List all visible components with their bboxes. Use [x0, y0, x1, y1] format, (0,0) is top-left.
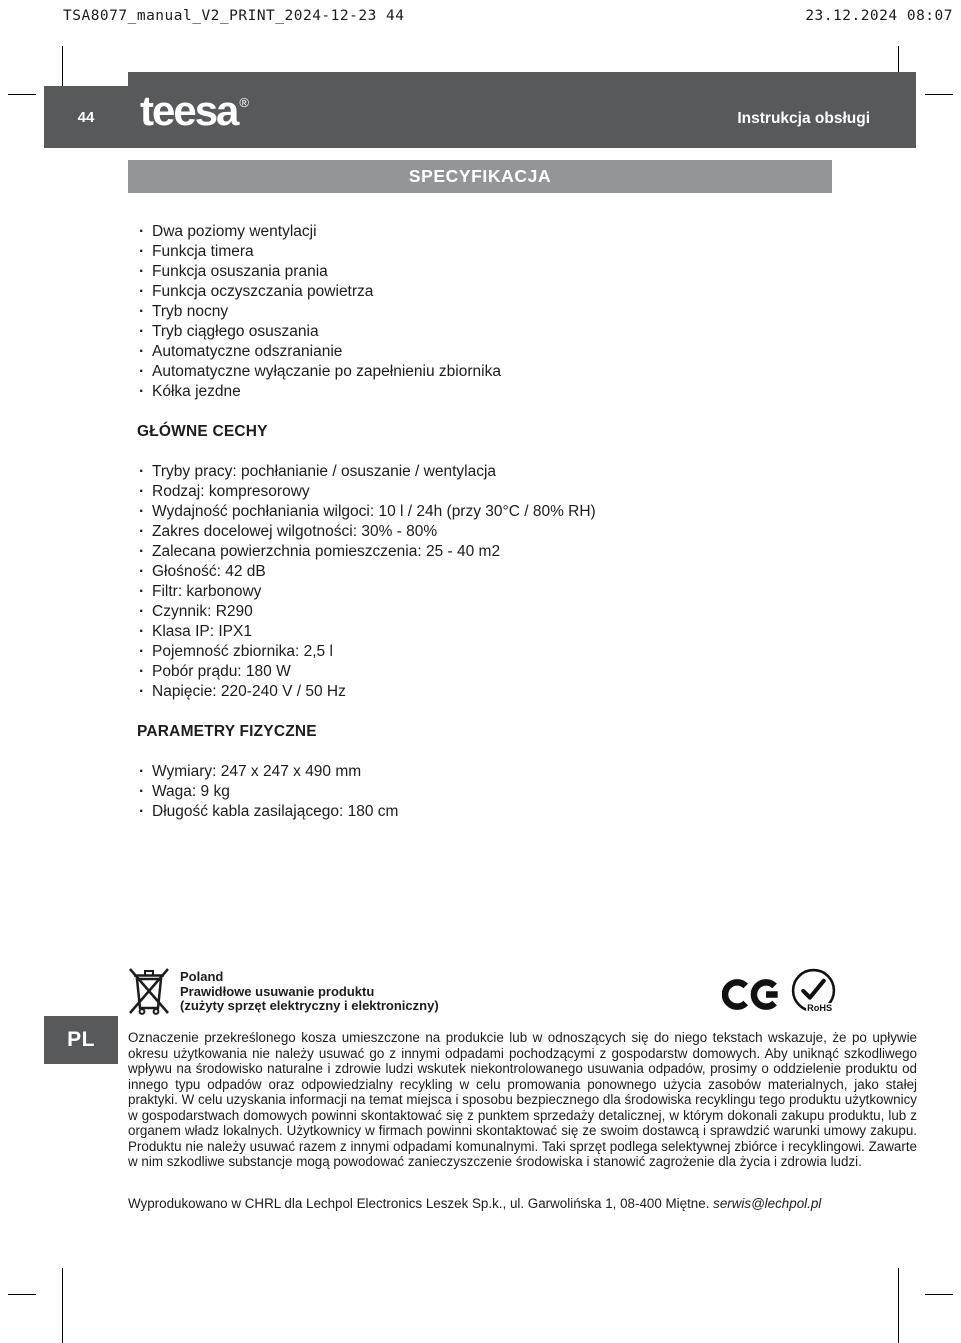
- list-item-text: Waga: 9 kg: [152, 783, 230, 800]
- weee-bin-icon: [128, 966, 170, 1016]
- list-item: [137, 642, 877, 662]
- list-item-text: Pojemność zbiornika: 2,5 l: [152, 643, 333, 660]
- print-header-filename: TSA8077_manual_V2_PRINT_2024-12-23 44: [63, 8, 405, 24]
- list-item-text: Automatyczne odszranianie: [152, 343, 343, 360]
- page-number-badge: [44, 86, 128, 148]
- list-item: [137, 242, 877, 262]
- section-heading-physical-params: PARAMETRY FIZYCZNE: [137, 723, 317, 740]
- list-item-text: Napięcie: 220-240 V / 50 Hz: [152, 683, 346, 700]
- list-item: [137, 682, 877, 702]
- list-item-text: Głośność: 42 dB: [152, 563, 266, 580]
- physical-params-list: [137, 762, 877, 822]
- section-banner: SPECYFIKACJA: [128, 160, 832, 193]
- list-item: [137, 542, 877, 562]
- list-item: [137, 522, 877, 542]
- list-item: [137, 802, 877, 822]
- list-item-text: Długość kabla zasilającego: 180 cm: [152, 803, 399, 820]
- crop-mark-top-left-v: [62, 46, 63, 88]
- list-item: [137, 362, 877, 382]
- list-item-text: Wydajność pochłaniania wilgoci: 10 l / 24h (przy 30°C / 80% RH): [152, 503, 596, 520]
- disposal-country: Poland: [180, 969, 224, 984]
- pl-language-badge: [44, 1016, 118, 1064]
- list-item: [137, 762, 877, 782]
- list-item-text: Pobór prądu: 180 W: [152, 663, 291, 680]
- service-email: serwis@lechpol.pl: [713, 1196, 822, 1211]
- list-item: [137, 222, 877, 242]
- list-item: [137, 462, 877, 482]
- list-item: [137, 622, 877, 642]
- section-heading-main-features: GŁÓWNE CECHY: [137, 423, 268, 440]
- list-item-text: Tryb nocny: [152, 303, 229, 320]
- features-list: [137, 222, 877, 402]
- rohs-label: RoHS: [807, 1002, 833, 1013]
- list-item-text: Zakres docelowej wilgotności: 30% - 80%: [152, 523, 438, 540]
- header-title: Instrukcja obsługi: [737, 110, 870, 127]
- teesa-logo: [140, 87, 250, 134]
- list-item-text: Tryby pracy: pochłanianie / osuszanie / wentylacja: [152, 463, 497, 480]
- header-bar: [128, 72, 916, 148]
- list-item-text: Rodzaj: kompresorowy: [152, 483, 310, 500]
- crop-mark-bottom-left-h: [8, 1294, 36, 1295]
- list-item-text: Klasa IP: IPX1: [152, 623, 252, 640]
- disposal-subtitle: (zużyty sprzęt elektryczny i elektroniczny): [180, 998, 439, 1014]
- list-item-text: Kółka jezdne: [152, 383, 241, 400]
- list-item-text: Czynnik: R290: [152, 603, 253, 620]
- list-item: [137, 562, 877, 582]
- list-item: [137, 602, 877, 622]
- registered-trademark-mark: ®: [239, 95, 250, 110]
- manufacturer-text: Wyprodukowano w CHRL dla Lechpol Electronics Leszek Sp.k., ul. Garwolińska 1, 08-400 Miętne.: [128, 1196, 714, 1211]
- list-item: [137, 382, 877, 402]
- disposal-title: Prawidłowe usuwanie produktu: [180, 983, 375, 999]
- list-item-text: Wymiary: 247 x 247 x 490 mm: [152, 763, 362, 780]
- list-item: [137, 782, 877, 802]
- list-item-text: Filtr: karbonowy: [152, 583, 262, 600]
- crop-mark-top-left-h: [8, 94, 36, 95]
- manufacturer-line: [128, 1196, 917, 1211]
- list-item-text: Zalecana powierzchnia pomieszczenia: 25 - 40 m2: [152, 543, 501, 560]
- crop-mark-top-right-h: [925, 94, 953, 95]
- crop-mark-bottom-right-v: [898, 1268, 899, 1343]
- list-item: [137, 322, 877, 342]
- list-item: [137, 582, 877, 602]
- list-item: [137, 502, 877, 522]
- ce-mark-icon: [722, 974, 784, 1015]
- list-item-text: Dwa poziomy wentylacji: [152, 223, 317, 240]
- list-item: [137, 342, 877, 362]
- disposal-body-text: Oznaczenie przekreślonego kosza umieszczone na produkcie lub w odnoszących się do niego tekstach wskazuje, że po upływie okresu użytkowania nie należy usuwać go z innymi odpadami pochodzącymi z gospodarstw domowych. Aby uniknąć szkodliwego wpływu na środowisko naturalne i zdrowie ludzi wskutek niekontrolowanego usuwania odpadów, prosimy o oddzielenie produktu od innego typu odpadów oraz odpowiedzialny recykling w celu promowania ponownego użycia zasobów materialnych, jako stałej praktyki. W celu uzyskania informacji na temat miejsca i sposobu bezpiecznego dla środowiska recyklingu tego produktu użytkownicy w gospodarstwach domowych powinni skontaktować się z punktem sprzedaży detalicznej, w którym dokonali zakupu produktu, lub z organem władz lokalnych. Użytkownicy w firmach powinni skontaktować się ze swoim dostawcą i sprawdzić warunki umowy zakupu. Produktu nie należy usuwać razem z innymi odpadami komunalnymi. Taki sprzęt podlega selektywnej zbiórce i recyklingowi. Zawarte w nim szkodliwe substancje mogą powodować zanieczyszczenie środowiska i stanowić zagrożenie dla życia i zdrowia ludzi.: [128, 1030, 917, 1169]
- main-features-list: [137, 462, 877, 702]
- pl-label: PL: [67, 1028, 95, 1051]
- list-item-text: Automatyczne wyłączanie po zapełnieniu zbiornika: [152, 363, 501, 380]
- crop-mark-bottom-right-h: [925, 1294, 953, 1295]
- list-item: [137, 662, 877, 682]
- list-item-text: Funkcja timera: [152, 243, 254, 260]
- crop-mark-bottom-left-v: [62, 1268, 63, 1343]
- list-item-text: Funkcja osuszania prania: [152, 263, 328, 280]
- list-item: [137, 302, 877, 322]
- list-item-text: Funkcja oczyszczania powietrza: [152, 283, 374, 300]
- print-header-datetime: 23.12.2024 08:07: [805, 8, 953, 24]
- disposal-heading: [180, 970, 439, 1014]
- list-item: [137, 262, 877, 282]
- list-item: [137, 482, 877, 502]
- brand-name: teesa: [140, 87, 238, 134]
- rohs-icon: [789, 967, 838, 1016]
- list-item-text: Tryb ciągłego osuszania: [152, 323, 319, 340]
- page-number: 44: [77, 108, 95, 126]
- list-item: [137, 282, 877, 302]
- print-header: [63, 8, 953, 24]
